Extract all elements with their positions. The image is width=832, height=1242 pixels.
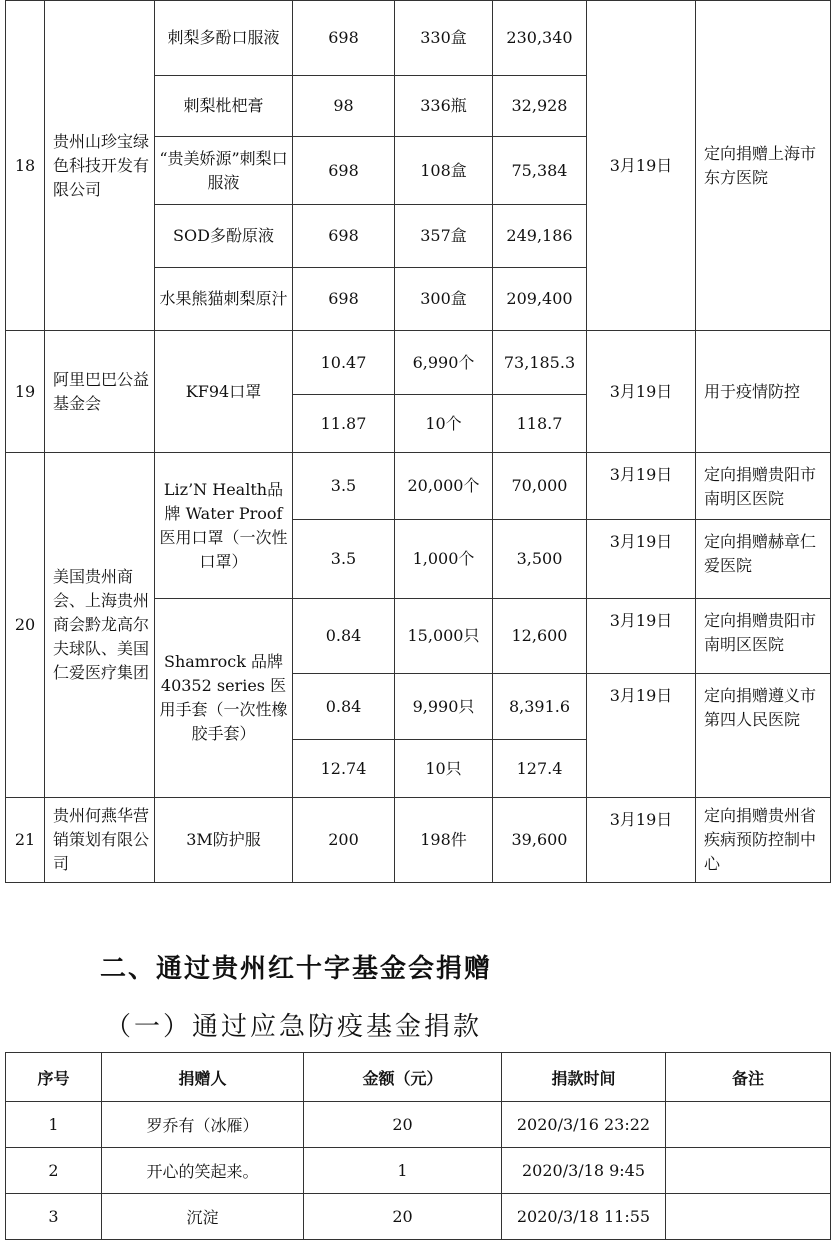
purpose: 定向捐赠贵阳市南明区医院	[696, 599, 831, 674]
row-number: 20	[6, 453, 45, 798]
row-number: 1	[6, 1102, 102, 1148]
unit-price: 10.47	[293, 331, 395, 395]
quantity: 9,990只	[395, 674, 493, 740]
donation-date: 3月19日	[587, 599, 696, 674]
donation-time: 2020/3/18 11:55	[502, 1194, 666, 1240]
note	[666, 1148, 831, 1194]
amount: 70,000	[493, 453, 587, 520]
unit-price: 698	[293, 1, 395, 76]
donation-date: 3月19日	[587, 798, 696, 883]
table-row	[6, 1194, 831, 1240]
amount: 249,186	[493, 205, 587, 268]
quantity: 336瓶	[395, 76, 493, 137]
column-header: 金额（元）	[304, 1053, 502, 1102]
donation-date: 3月19日	[587, 674, 696, 798]
purpose: 定向捐赠贵州省疾病预防控制中心	[696, 798, 831, 883]
amount: 20	[304, 1194, 502, 1240]
donor-name: 贵州何燕华营销策划有限公司	[45, 798, 155, 883]
amount: 118.7	[493, 395, 587, 453]
amount: 1	[304, 1148, 502, 1194]
note	[666, 1102, 831, 1148]
column-header: 捐赠人	[102, 1053, 304, 1102]
item-name: 刺梨枇杷膏	[155, 76, 293, 137]
quantity: 10只	[395, 740, 493, 798]
donor-name: 开心的笑起来。	[102, 1148, 304, 1194]
row-number: 19	[6, 331, 45, 453]
quantity: 330盒	[395, 1, 493, 76]
item-name: 水果熊猫刺梨原汁	[155, 268, 293, 331]
donation-table	[5, 0, 831, 883]
unit-price: 3.5	[293, 453, 395, 520]
quantity: 357盒	[395, 205, 493, 268]
unit-price: 698	[293, 137, 395, 205]
section-heading: 二、通过贵州红十字基金会捐赠	[100, 954, 493, 984]
item-name: KF94口罩	[155, 331, 293, 453]
amount: 32,928	[493, 76, 587, 137]
note	[666, 1194, 831, 1240]
amount: 8,391.6	[493, 674, 587, 740]
quantity: 198件	[395, 798, 493, 883]
column-header: 备注	[666, 1053, 831, 1102]
amount: 209,400	[493, 268, 587, 331]
amount: 20	[304, 1102, 502, 1148]
quantity: 108盒	[395, 137, 493, 205]
donor-name: 贵州山珍宝绿色科技开发有限公司	[45, 1, 155, 331]
table-row	[6, 798, 831, 883]
donation-date: 3月19日	[587, 331, 696, 453]
row-number: 3	[6, 1194, 102, 1240]
unit-price: 98	[293, 76, 395, 137]
amount: 39,600	[493, 798, 587, 883]
quantity: 6,990个	[395, 331, 493, 395]
table-row	[6, 331, 831, 395]
unit-price: 698	[293, 205, 395, 268]
amount: 12,600	[493, 599, 587, 674]
column-header: 序号	[6, 1053, 102, 1102]
amount: 75,384	[493, 137, 587, 205]
purpose: 定向捐赠贵阳市南明区医院	[696, 453, 831, 520]
donation-time: 2020/3/18 9:45	[502, 1148, 666, 1194]
unit-price: 12.74	[293, 740, 395, 798]
column-header: 捐款时间	[502, 1053, 666, 1102]
purpose: 定向捐赠上海市东方医院	[696, 1, 831, 331]
donor-name: 美国贵州商会、上海贵州商会黔龙高尔夫球队、美国仁爱医疗集团	[45, 453, 155, 798]
unit-price: 3.5	[293, 520, 395, 599]
item-name: SOD多酚原液	[155, 205, 293, 268]
quantity: 300盒	[395, 268, 493, 331]
donation-date: 3月19日	[587, 453, 696, 520]
table-row	[6, 1, 831, 76]
table-row	[6, 1148, 831, 1194]
donation-date: 3月19日	[587, 1, 696, 331]
quantity: 10个	[395, 395, 493, 453]
purpose: 用于疫情防控	[696, 331, 831, 453]
unit-price: 200	[293, 798, 395, 883]
amount: 127.4	[493, 740, 587, 798]
unit-price: 0.84	[293, 599, 395, 674]
donation-date: 3月19日	[587, 520, 696, 599]
purpose: 定向捐赠赫章仁爱医院	[696, 520, 831, 599]
quantity: 15,000只	[395, 599, 493, 674]
amount: 3,500	[493, 520, 587, 599]
item-name: 3M防护服	[155, 798, 293, 883]
donor-name: 罗乔有（冰雁）	[102, 1102, 304, 1148]
quantity: 1,000个	[395, 520, 493, 599]
table-row	[6, 1102, 831, 1148]
purpose: 定向捐赠遵义市第四人民医院	[696, 674, 831, 798]
unit-price: 0.84	[293, 674, 395, 740]
row-number: 21	[6, 798, 45, 883]
row-number: 2	[6, 1148, 102, 1194]
row-number: 18	[6, 1, 45, 331]
item-name: 刺梨多酚口服液	[155, 1, 293, 76]
item-name: Shamrock 品牌 40352 series 医用手套（一次性橡胶手套）	[155, 599, 293, 798]
unit-price: 698	[293, 268, 395, 331]
table-header-row	[6, 1053, 831, 1102]
donation-time: 2020/3/16 23:22	[502, 1102, 666, 1148]
item-name: Liz’N Health品牌 Water Proof 医用口罩（一次性口罩）	[155, 453, 293, 599]
quantity: 20,000个	[395, 453, 493, 520]
donor-name: 沉淀	[102, 1194, 304, 1240]
fund-donation-table	[5, 1052, 831, 1240]
table-row	[6, 453, 831, 520]
unit-price: 11.87	[293, 395, 395, 453]
item-name: “贵美娇源”刺梨口服液	[155, 137, 293, 205]
amount: 230,340	[493, 1, 587, 76]
subsection-heading: （一）通过应急防疫基金捐款	[105, 1012, 483, 1042]
amount: 73,185.3	[493, 331, 587, 395]
donor-name: 阿里巴巴公益基金会	[45, 331, 155, 453]
